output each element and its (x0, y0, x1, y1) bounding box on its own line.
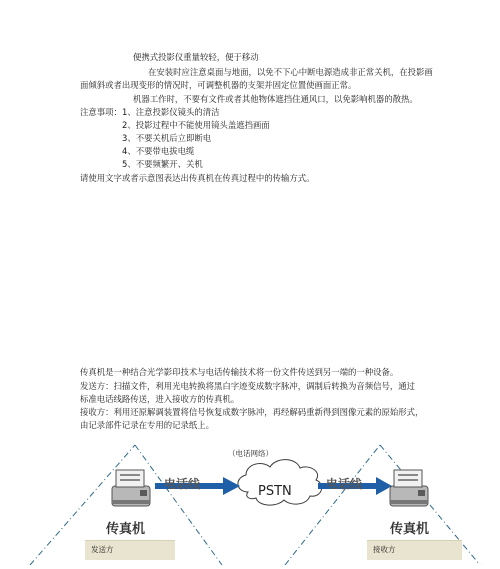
intro-line: 便携式投影仪重量较轻，便于移动 (133, 52, 259, 62)
receiver-label: 接收方 (373, 545, 396, 554)
pstn-label: PSTN (258, 484, 292, 499)
network-label: （电话网络） (228, 449, 273, 458)
right-inner-boundary-line (285, 445, 380, 565)
receiver-fax-icon (390, 470, 428, 506)
note-item-3: 3、不要关机后立即断电 (122, 133, 212, 143)
receiver-box (367, 540, 462, 560)
fax-transmission-diagram (0, 440, 500, 565)
answer-line-1: 传真机是一种结合光学影印技术与电话传输技术将一份文件传送到另一端的一种设备。 (80, 367, 399, 377)
note-item-5: 5、不要频繁开、关机 (122, 159, 203, 169)
answer-line-3: 标准电话线路传送，进入接收方的传真机。 (80, 394, 240, 404)
work-line: 机器工作时，不要有文件或者其他物体遮挡住通风口，以免影响机器的散热。 (133, 94, 418, 104)
question-line: 请使用文字或者示意图表达出传真机在传真过程中的传输方式。 (80, 173, 315, 183)
notes-title: 注意事项： (80, 107, 122, 117)
sender-label: 发送方 (91, 545, 114, 554)
note-item-2: 2、投影过程中不能使用镜头盖遮挡画面 (122, 120, 270, 130)
answer-line-5: 由记录部件记录在专用的记录纸上。 (80, 420, 214, 430)
sender-device-label: 传真机 (106, 522, 146, 537)
answer-line-4: 接收方：利用还原解调装置将信号恢复成数字脉冲，再经解码重新得到图像元素的原始形式， (80, 407, 424, 417)
right-line-label: 电话线 (326, 477, 363, 491)
note-item-1: 1、注意投影仪镜头的清洁 (122, 107, 220, 117)
sender-fax-icon (112, 470, 150, 506)
note-item-4: 4、不要带电拔电缆 (122, 146, 195, 156)
receiver-device-label: 传真机 (390, 522, 430, 537)
install-line-2: 面倾斜或者出现变形的情况时，可调整机器的支架并固定位置使画面正常。 (80, 80, 357, 90)
install-line-1: 在安装时应注意桌面与地面，以免不下心中断电源造成非正常关机，在投影画 (148, 67, 433, 77)
left-line-label: 电话线 (164, 477, 201, 491)
answer-line-2: 发送方：扫描文件，利用光电转换将黑白字迹变成数字脉冲，调制后转换为音频信号，通过 (80, 381, 415, 391)
sender-box (85, 540, 175, 560)
